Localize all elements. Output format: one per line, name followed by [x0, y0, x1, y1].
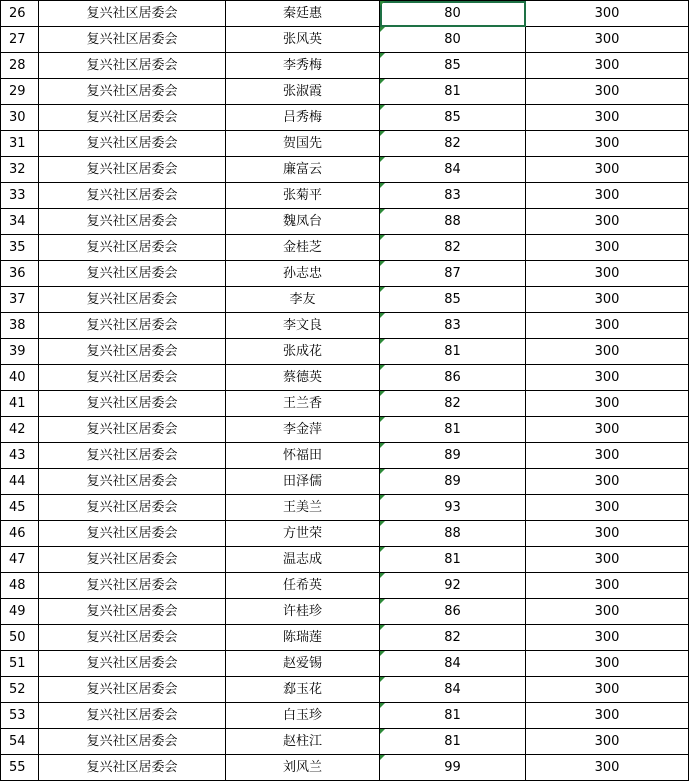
cell-organization[interactable]: 复兴社区居委会: [39, 27, 226, 53]
cell-person-name[interactable]: 张淑霞: [226, 79, 380, 105]
table-row: [1, 183, 689, 209]
cell-score[interactable]: 99: [380, 755, 526, 781]
cell-person-name[interactable]: 李金萍: [226, 417, 380, 443]
cell-amount[interactable]: 300: [526, 235, 689, 261]
cell-score[interactable]: 80: [380, 27, 526, 53]
cell-score[interactable]: 82: [380, 131, 526, 157]
cell-score[interactable]: 82: [380, 391, 526, 417]
cell-row-number[interactable]: 37: [1, 287, 39, 313]
cell-amount[interactable]: 300: [526, 1, 689, 27]
cell-person-name[interactable]: 怀福田: [226, 443, 380, 469]
cell-person-name[interactable]: 李秀梅: [226, 53, 380, 79]
cell-amount[interactable]: 300: [526, 417, 689, 443]
cell-row-number[interactable]: 52: [1, 677, 39, 703]
cell-person-name[interactable]: 赵柱江: [226, 729, 380, 755]
cell-person-name[interactable]: 赵爱锡: [226, 651, 380, 677]
cell-person-name[interactable]: 刘风兰: [226, 755, 380, 781]
cell-score[interactable]: 84: [380, 677, 526, 703]
cell-score[interactable]: 85: [380, 105, 526, 131]
table-row: [1, 261, 689, 287]
table-row: [1, 79, 689, 105]
table-row: [1, 287, 689, 313]
cell-organization[interactable]: 复兴社区居委会: [39, 625, 226, 651]
cell-score[interactable]: 93: [380, 495, 526, 521]
cell-person-name[interactable]: 孙志忠: [226, 261, 380, 287]
cell-person-name[interactable]: 郄玉花: [226, 677, 380, 703]
cell-organization[interactable]: 复兴社区居委会: [39, 209, 226, 235]
cell-organization[interactable]: 复兴社区居委会: [39, 495, 226, 521]
table-row: [1, 469, 689, 495]
cell-score[interactable]: 82: [380, 235, 526, 261]
cell-row-number[interactable]: 36: [1, 261, 39, 287]
cell-row-number[interactable]: 28: [1, 53, 39, 79]
cell-row-number[interactable]: 44: [1, 469, 39, 495]
cell-amount[interactable]: 300: [526, 365, 689, 391]
cell-organization[interactable]: 复兴社区居委会: [39, 651, 226, 677]
cell-organization[interactable]: 复兴社区居委会: [39, 313, 226, 339]
cell-row-number[interactable]: 29: [1, 79, 39, 105]
cell-organization[interactable]: 复兴社区居委会: [39, 105, 226, 131]
table-row: [1, 521, 689, 547]
cell-person-name[interactable]: 任希英: [226, 573, 380, 599]
cell-score[interactable]: 81: [380, 729, 526, 755]
cell-row-number[interactable]: 30: [1, 105, 39, 131]
cell-organization[interactable]: 复兴社区居委会: [39, 235, 226, 261]
table-row: [1, 53, 689, 79]
cell-person-name[interactable]: 张风英: [226, 27, 380, 53]
cell-organization[interactable]: 复兴社区居委会: [39, 521, 226, 547]
cell-row-number[interactable]: 42: [1, 417, 39, 443]
cell-score[interactable]: 84: [380, 651, 526, 677]
cell-organization[interactable]: 复兴社区居委会: [39, 339, 226, 365]
cell-amount[interactable]: 300: [526, 599, 689, 625]
cell-row-number[interactable]: 48: [1, 573, 39, 599]
table-row: [1, 1, 689, 27]
cell-score[interactable]: 81: [380, 79, 526, 105]
cell-score[interactable]: 88: [380, 521, 526, 547]
cell-score[interactable]: 86: [380, 365, 526, 391]
cell-score[interactable]: 85: [380, 287, 526, 313]
cell-amount[interactable]: 300: [526, 313, 689, 339]
cell-row-number[interactable]: 31: [1, 131, 39, 157]
cell-organization[interactable]: 复兴社区居委会: [39, 677, 226, 703]
cell-score[interactable]: 82: [380, 625, 526, 651]
cell-score[interactable]: 81: [380, 339, 526, 365]
cell-amount[interactable]: 300: [526, 27, 689, 53]
table-row: [1, 547, 689, 573]
cell-score[interactable]: 85: [380, 53, 526, 79]
cell-row-number[interactable]: 43: [1, 443, 39, 469]
cell-person-name[interactable]: 白玉珍: [226, 703, 380, 729]
cell-organization[interactable]: 复兴社区居委会: [39, 131, 226, 157]
cell-amount[interactable]: 300: [526, 729, 689, 755]
cell-score[interactable]: 89: [380, 443, 526, 469]
cell-row-number[interactable]: 38: [1, 313, 39, 339]
cell-score[interactable]: 86: [380, 599, 526, 625]
cell-amount[interactable]: 300: [526, 105, 689, 131]
table-row: [1, 131, 689, 157]
cell-person-name[interactable]: 蔡德英: [226, 365, 380, 391]
cell-person-name[interactable]: 方世荣: [226, 521, 380, 547]
cell-organization[interactable]: 复兴社区居委会: [39, 547, 226, 573]
cell-row-number[interactable]: 35: [1, 235, 39, 261]
table-row: [1, 703, 689, 729]
cell-organization[interactable]: 复兴社区居委会: [39, 79, 226, 105]
table-row: [1, 755, 689, 781]
cell-person-name[interactable]: 王兰香: [226, 391, 380, 417]
cell-amount[interactable]: 300: [526, 495, 689, 521]
cell-amount[interactable]: 300: [526, 703, 689, 729]
table-row: [1, 495, 689, 521]
table-row: [1, 27, 689, 53]
cell-organization[interactable]: 复兴社区居委会: [39, 365, 226, 391]
table-row: [1, 651, 689, 677]
cell-amount[interactable]: 300: [526, 157, 689, 183]
cell-organization[interactable]: 复兴社区居委会: [39, 755, 226, 781]
cell-person-name[interactable]: 许桂珍: [226, 599, 380, 625]
cell-amount[interactable]: 300: [526, 521, 689, 547]
cell-organization[interactable]: 复兴社区居委会: [39, 1, 226, 27]
cell-amount[interactable]: 300: [526, 443, 689, 469]
cell-score[interactable]: 83: [380, 183, 526, 209]
cell-organization[interactable]: 复兴社区居委会: [39, 573, 226, 599]
table-row: [1, 573, 689, 599]
cell-score[interactable]: 88: [380, 209, 526, 235]
cell-organization[interactable]: 复兴社区居委会: [39, 417, 226, 443]
cell-row-number[interactable]: 32: [1, 157, 39, 183]
table-row: [1, 677, 689, 703]
cell-organization[interactable]: 复兴社区居委会: [39, 261, 226, 287]
cell-organization[interactable]: 复兴社区居委会: [39, 53, 226, 79]
cell-row-number[interactable]: 33: [1, 183, 39, 209]
cell-amount[interactable]: 300: [526, 755, 689, 781]
cell-organization[interactable]: 复兴社区居委会: [39, 391, 226, 417]
cell-row-number[interactable]: 45: [1, 495, 39, 521]
cell-row-number[interactable]: 27: [1, 27, 39, 53]
table-row: [1, 625, 689, 651]
cell-row-number[interactable]: 34: [1, 209, 39, 235]
cell-score[interactable]: 92: [380, 573, 526, 599]
cell-row-number[interactable]: 46: [1, 521, 39, 547]
cell-score[interactable]: 81: [380, 547, 526, 573]
cell-amount[interactable]: 300: [526, 209, 689, 235]
cell-row-number[interactable]: 50: [1, 625, 39, 651]
table-row: [1, 443, 689, 469]
cell-row-number[interactable]: 55: [1, 755, 39, 781]
cell-amount[interactable]: 300: [526, 261, 689, 287]
cell-amount[interactable]: 300: [526, 183, 689, 209]
cell-person-name[interactable]: 张成花: [226, 339, 380, 365]
cell-amount[interactable]: 300: [526, 79, 689, 105]
table-row: [1, 391, 689, 417]
cell-person-name[interactable]: 廉富云: [226, 157, 380, 183]
cell-person-name[interactable]: 张菊平: [226, 183, 380, 209]
cell-row-number[interactable]: 39: [1, 339, 39, 365]
cell-person-name[interactable]: 金桂芝: [226, 235, 380, 261]
cell-person-name[interactable]: 李文良: [226, 313, 380, 339]
cell-score[interactable]: 84: [380, 157, 526, 183]
cell-person-name[interactable]: 吕秀梅: [226, 105, 380, 131]
table-row: [1, 417, 689, 443]
cell-person-name[interactable]: 李友: [226, 287, 380, 313]
cell-organization[interactable]: 复兴社区居委会: [39, 599, 226, 625]
cell-amount[interactable]: 300: [526, 547, 689, 573]
cell-person-name[interactable]: 王美兰: [226, 495, 380, 521]
table-row: [1, 105, 689, 131]
table-row: [1, 365, 689, 391]
cell-score[interactable]: 83: [380, 313, 526, 339]
cell-amount[interactable]: 300: [526, 339, 689, 365]
cell-score[interactable]: 81: [380, 417, 526, 443]
table-row: [1, 235, 689, 261]
table-row: [1, 313, 689, 339]
cell-organization[interactable]: 复兴社区居委会: [39, 703, 226, 729]
cell-amount[interactable]: 300: [526, 677, 689, 703]
cell-person-name[interactable]: 陈瑞莲: [226, 625, 380, 651]
cell-row-number[interactable]: 49: [1, 599, 39, 625]
cell-score[interactable]: 81: [380, 703, 526, 729]
cell-amount[interactable]: 300: [526, 651, 689, 677]
table-row: [1, 729, 689, 755]
table-row: [1, 599, 689, 625]
cell-person-name[interactable]: 魏凤台: [226, 209, 380, 235]
cell-organization[interactable]: 复兴社区居委会: [39, 729, 226, 755]
cell-amount[interactable]: 300: [526, 573, 689, 599]
cell-organization[interactable]: 复兴社区居委会: [39, 157, 226, 183]
cell-amount[interactable]: 300: [526, 131, 689, 157]
cell-amount[interactable]: 300: [526, 625, 689, 651]
cell-row-number[interactable]: 53: [1, 703, 39, 729]
cell-person-name[interactable]: 秦廷惠: [226, 1, 380, 27]
cell-amount[interactable]: 300: [526, 287, 689, 313]
table-row: [1, 157, 689, 183]
cell-organization[interactable]: 复兴社区居委会: [39, 443, 226, 469]
cell-score[interactable]: 87: [380, 261, 526, 287]
cell-row-number[interactable]: 54: [1, 729, 39, 755]
cell-row-number[interactable]: 47: [1, 547, 39, 573]
cell-score[interactable]: 89: [380, 469, 526, 495]
cell-score[interactable]: 80: [380, 1, 526, 27]
table-row: [1, 209, 689, 235]
cell-amount[interactable]: 300: [526, 391, 689, 417]
cell-person-name[interactable]: 田泽儒: [226, 469, 380, 495]
cell-person-name[interactable]: 贺国先: [226, 131, 380, 157]
cell-organization[interactable]: 复兴社区居委会: [39, 469, 226, 495]
cell-organization[interactable]: 复兴社区居委会: [39, 183, 226, 209]
table-body: [1, 1, 689, 781]
table-row: [1, 339, 689, 365]
cell-amount[interactable]: 300: [526, 53, 689, 79]
cell-row-number[interactable]: 51: [1, 651, 39, 677]
cell-organization[interactable]: 复兴社区居委会: [39, 287, 226, 313]
cell-amount[interactable]: 300: [526, 469, 689, 495]
cell-row-number[interactable]: 26: [1, 1, 39, 27]
cell-person-name[interactable]: 温志成: [226, 547, 380, 573]
cell-row-number[interactable]: 40: [1, 365, 39, 391]
cell-row-number[interactable]: 41: [1, 391, 39, 417]
